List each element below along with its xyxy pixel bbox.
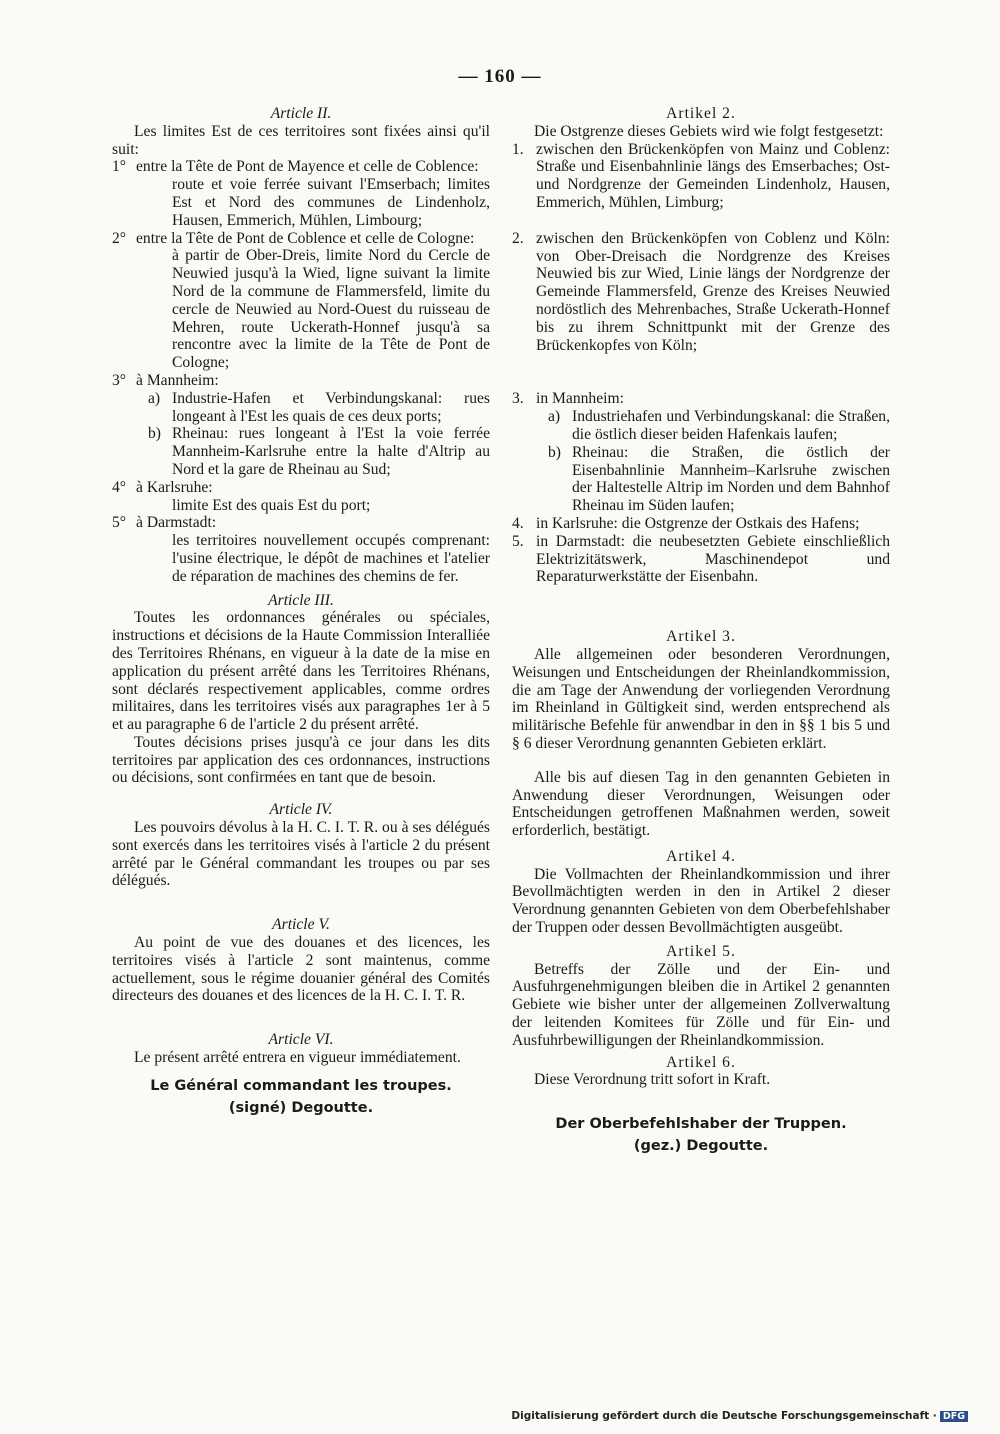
article-3-heading-fr: Article III. [268,591,334,609]
footer-text: Digitalisierung gefördert durch die Deutsche Forschungsgemeinschaft · [511,1410,937,1422]
article-3-para-1-de: Alle allgemeinen oder besonderen Verordnungen, Weisungen und Entscheidungen der Rheinlandkommission, die am Tage der Anwendung der vorliegenden Verordnung im Rheinland in Gültigkeit sind, werden entsprechend als militärische Befehle für anwendbar in den in §§ 1 bis 5 und § 6 dieser Verordnung genannten Gebieten erklärt. [512,645,890,752]
article-4-para-de: Die Vollmachten der Rheinlandkommission und ihrer Bevollmächtigten werden in den in Artikel 2 dieser Verordnung genannten Gebieten von dem Oberbefehlshaber der Truppen oder dessen Bevollmächtigten ausgeübt. [512,865,890,937]
digitization-footer [511,1410,968,1422]
article-6-para-fr: Le présent arrêté entrera en vigueur immédiatement. [134,1049,461,1067]
article-5-heading-fr: Article V. [272,916,330,934]
list-item-de-2: 2. zwischen den Brückenköpfen von Coblenz und Köln: von Ober-Dreisach die Nordgrenze des Kreises Neuwied bis zur Wied, Linie längs der Nordgrenze der Gemeinde Flammersfeld, Grenze des Kreises Neuwied nordöstlich des Mehrenbaches, Straße Uckerath-Honnef bis zu ihrem Schnittpunkt mit der Grenze des Brückenkopfes von Köln; [512,229,890,354]
dfg-logo: DFG [940,1411,968,1422]
list-item-de-4: 4. in Karlsruhe: die Ostgrenze der Ostkais des Hafens; [512,514,860,532]
sub-item-de-3b: b) Rheinau: die Straßen, die östlich der Eisenbahnlinie Mannheim–Karlsruhe zwischen der Haltestelle Altrip im Norden und dem Bahnhof Rheinau im Süden laufen; [548,443,890,515]
route-fr-2: à partir de Ober-Dreis, limite Nord du Cercle de Neuwied jusqu'à la Wied, ligne suivant la limite Nord de la commune de Flammersfeld, limite du cercle de Neuwied au Nord-Ouest du ruisseau de Mehren, route Uckerath-Honnef jusqu'à sa rencontre avec la limite de la Tête de Pont de Cologne; [172,247,490,372]
list-item-fr-4: 4° à Karlsruhe: [112,478,213,496]
route-fr-4: limite Est des quais Est du port; [172,496,371,514]
signature-title-de: Der Oberbefehlshaber der Truppen. [555,1116,847,1133]
list-item-de-3: 3. in Mannheim: [512,390,624,408]
article-5-para-de: Betreffs der Zölle und der Ein- und Ausfuhrgenehmigungen bleiben die in Artikel 2 genannten Gebiete wie bisher unter der allgemeinen Zollverwaltung der leitenden Komitees für Zölle und für Ein- und Ausfuhrbewilligungen der Rheinlandkommission. [512,960,890,1049]
sub-item-de-3a: a) Industriehafen und Verbindungskanal: die Straßen, die östlich dieser beiden Hafenkais laufen; [548,408,890,443]
article-4-heading-de: Artikel 4. [666,847,736,865]
article-5-para-fr: Au point de vue des douanes et des licences, les territoires visés à l'article 2 sont maintenus, comme actuellement, sous le régime douanier général des Comités directeurs des douanes et des licences de la H. C. I. T. R. [112,934,490,1005]
article-3-para-2-de: Alle bis auf diesen Tag in den genannten Gebieten in Anwendung dieser Verordnungen, Weisungen oder Entscheidungen getroffenen Maßnahmen werden, soweit erforderlich, bestätigt. [512,768,890,840]
sub-item-fr-3b: b) Rheinau: rues longeant à l'Est la voie ferrée Mannheim-Karlsruhe entre la halte d'Altrip au Nord et la gare de Rheinau au Sud; [148,425,490,478]
article-6-heading-de: Artikel 6. [666,1053,736,1071]
list-item-de-1: 1. zwischen den Brückenköpfen von Mainz und Coblenz: Straße und Eisenbahnlinie längs des Emserbaches; Ost- und Nordgrenze der Gemeinden Lindenholz, Hausen, Emmerich, Mühlen, Limburg; [512,140,890,211]
article-6-heading-fr: Article VI. [268,1031,334,1049]
german-column [512,105,890,1157]
route-fr-1: route et voie ferrée suivant l'Emserbach; limites Est et Nord des communes de Lindenholz, Hausen, Emmerich, Mühlen, Limbourg; [172,176,490,229]
article-6-para-de: Diese Verordnung tritt sofort in Kraft. [534,1071,771,1089]
article-2-intro-fr: Les limites Est de ces territoires sont fixées ainsi qu'il suit: [112,122,490,158]
french-column [112,105,490,1119]
article-4-heading-fr: Article IV. [269,801,333,819]
list-item-fr-1: 1° entre la Tête de Pont de Mayence et celle de Coblence: [112,158,479,176]
article-2-heading-de: Artikel 2. [666,105,736,122]
page-number: — 160 — [458,66,542,87]
signature-name-de: (gez.) Degoutte. [633,1138,769,1155]
article-3-para-1-fr: Toutes les ordonnances générales ou spéciales, instructions et décisions de la Haute Commission Interalliée des Territoires Rhénans, en vigueur à la date de la mise en application du présent arrêté dans les Territoires Rhénans, sont déclarés respectivement applicables, comme ordres militaires, dans les territoires visés aux paragraphes 1er à 5 et au paragraphe 6 de l'article 2 du présent arrêté. [112,609,490,734]
signature-title-fr: Le Général commandant les troupes. [150,1077,452,1094]
article-2-intro-de: Die Ostgrenze dieses Gebiets wird wie folgt festgesetzt: [534,122,884,140]
article-2-heading-fr: Article II. [270,105,332,122]
sub-item-fr-3a: a) Industrie-Hafen et Verbindungskanal: rues longeant à l'Est les quais de ces deux ports; [148,389,490,425]
article-3-heading-de: Artikel 3. [666,628,736,646]
article-3-para-2-fr: Toutes décisions prises jusqu'à ce jour dans les dits territoires par application des ces ordonnances, instructions ou décisions, sont confirmées en tant que de besoin. [112,733,490,787]
list-item-fr-3: 3° à Mannheim: [112,371,219,389]
article-4-para-fr: Les pouvoirs dévolus à la H. C. I. T. R. ou à ses délégués sont exercés dans les territoires visés à l'article 2 du présent arrêté par le Général commandant les troupes ou par ses délégués. [112,819,490,890]
list-item-de-5: 5. in Darmstadt: die neubesetzten Gebiete einschließlich Elektrizitätswerk, Maschinendepot und Reparaturwerkstätte der Eisenbahn. [512,532,890,586]
signature-name-fr: (signé) Degoutte. [228,1099,374,1116]
route-fr-5: les territoires nouvellement occupés comprenant: l'usine électrique, le dépôt de machines et l'atelier de réparation de machines des chemins de fer. [172,532,490,585]
list-item-fr-5: 5° à Darmstadt: [112,514,217,532]
list-item-fr-2: 2° entre la Tête de Pont de Coblence et celle de Cologne: [112,229,475,247]
article-5-heading-de: Artikel 5. [666,942,736,960]
